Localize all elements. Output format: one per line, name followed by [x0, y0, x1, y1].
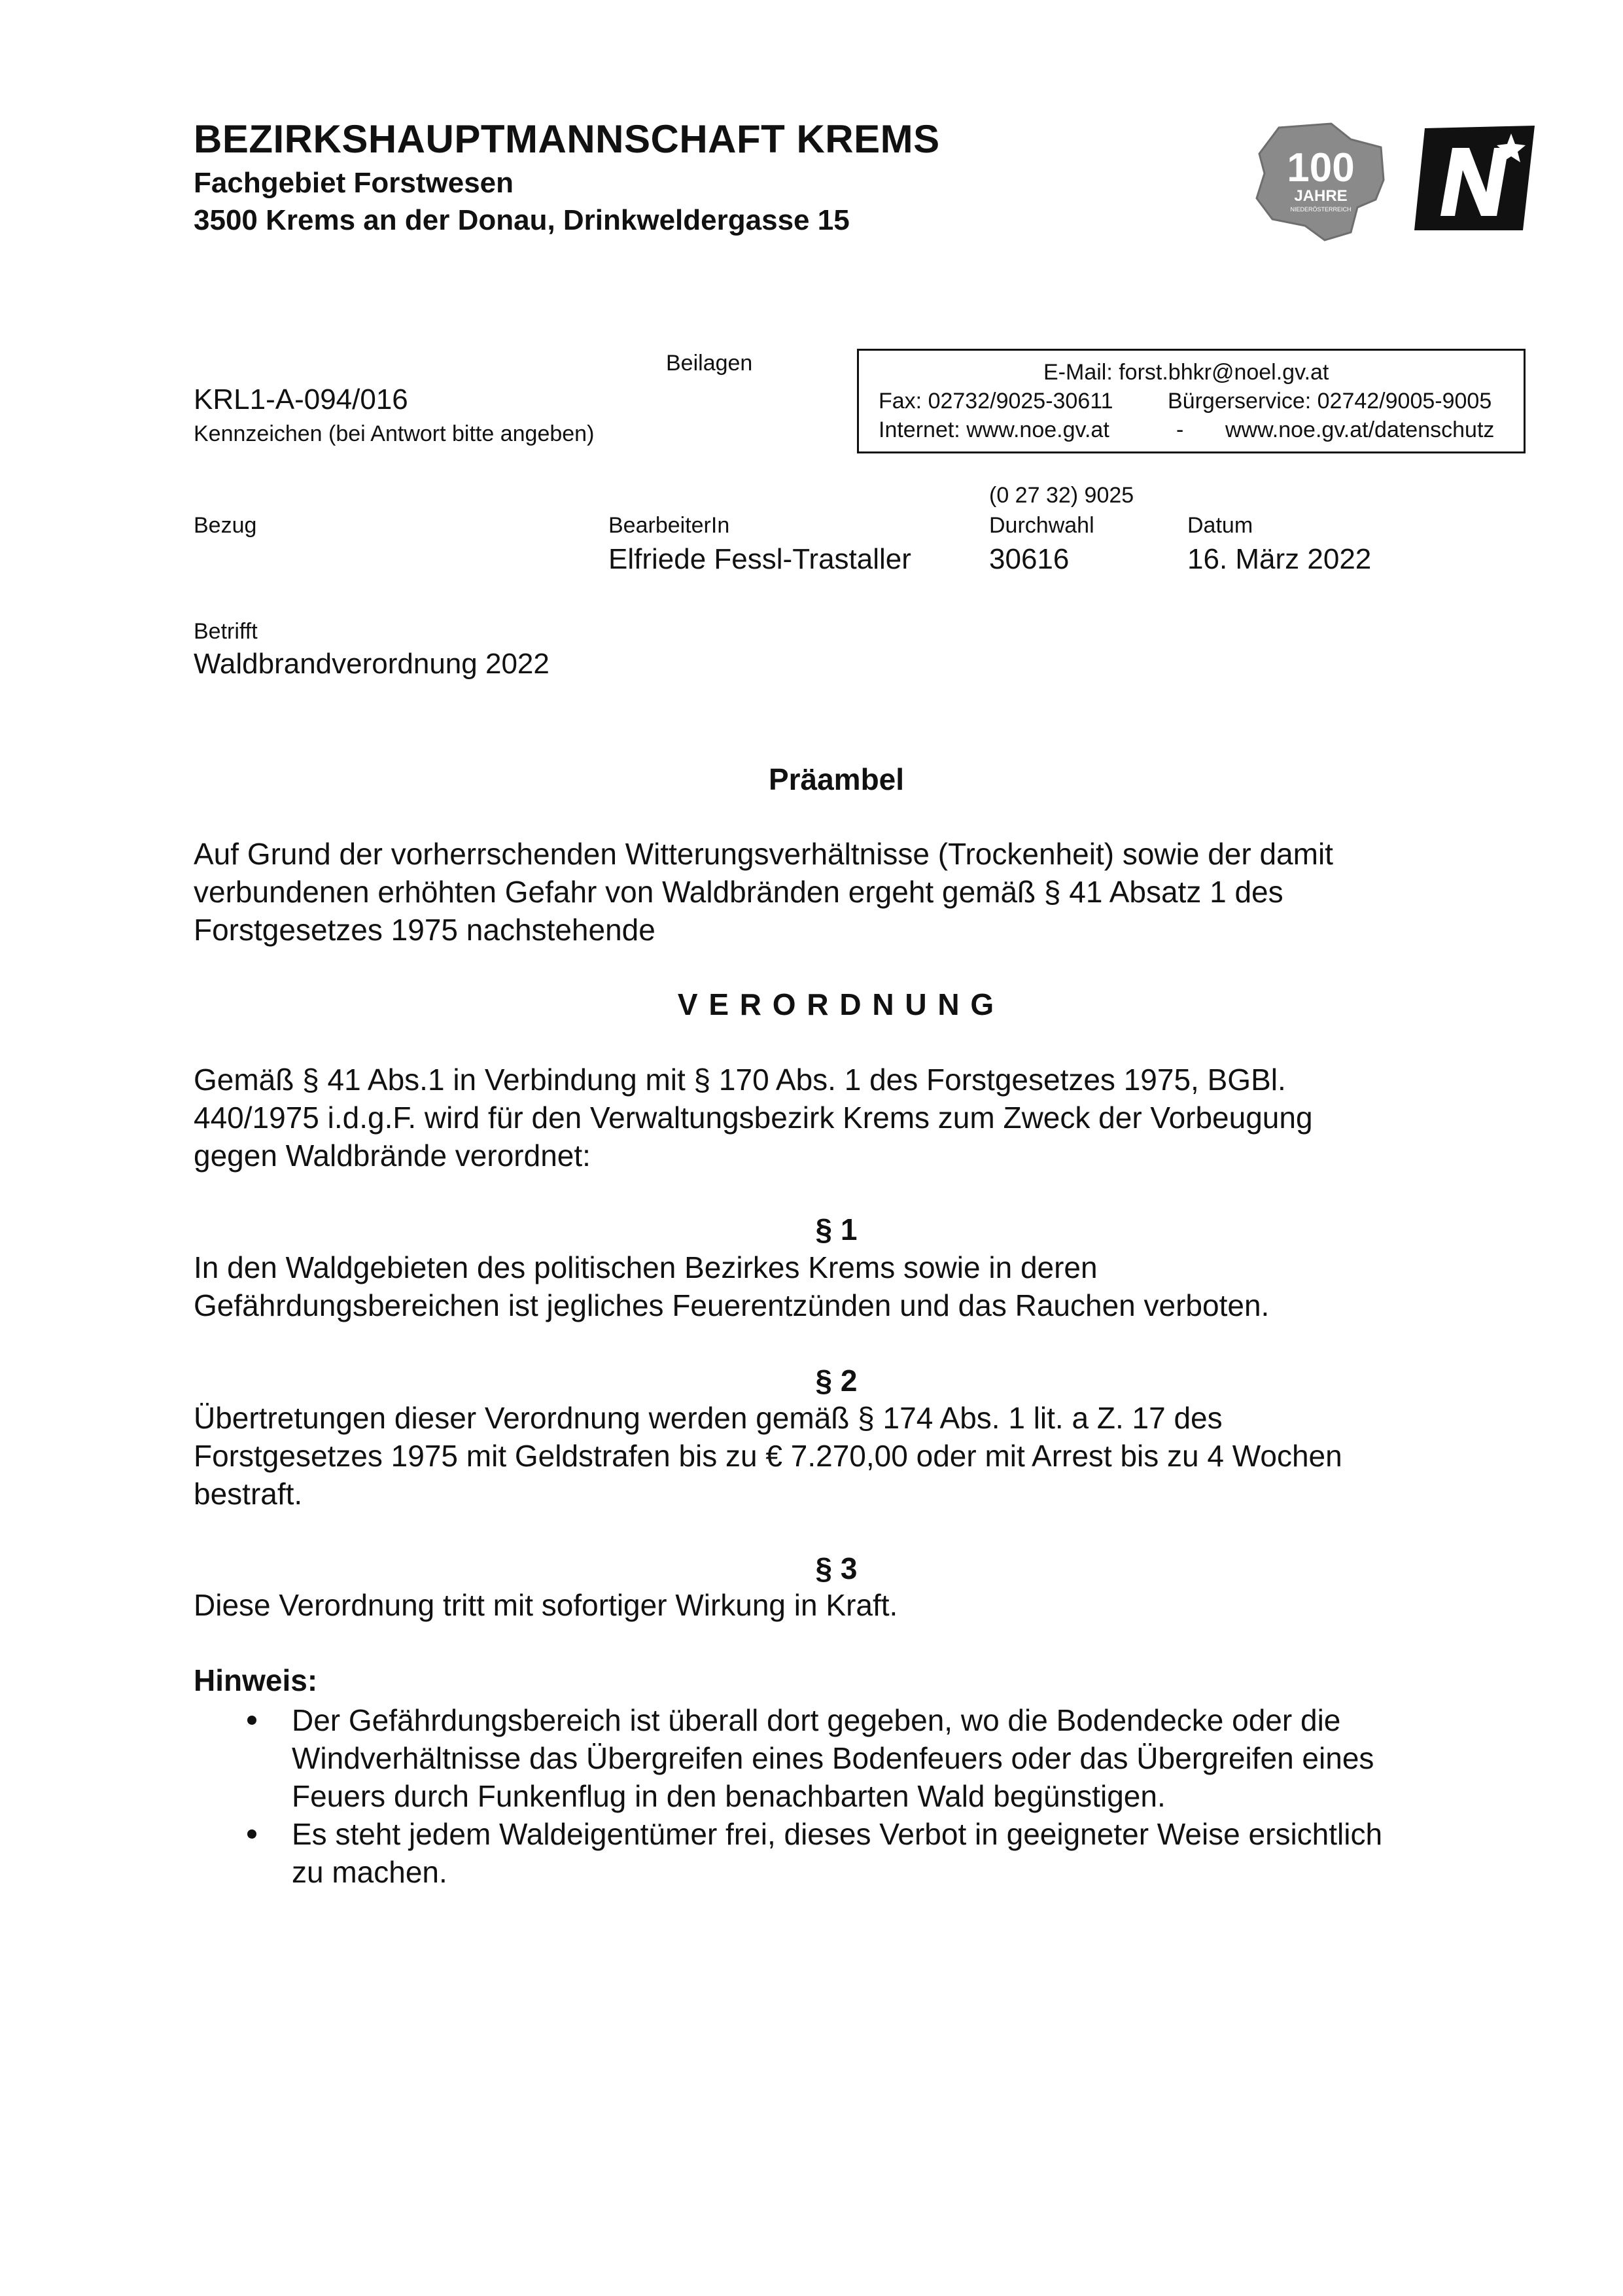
contact-internet: Internet: www.noe.gv.at	[879, 417, 1109, 442]
hinweis-line: Der Gefährdungsbereich ist überall dort gegeben, wo die Bodendecke oder die	[292, 1703, 1341, 1737]
preamble-text	[194, 835, 1495, 949]
contact-buergerservice: Bürgerservice: 02742/9005-9005	[1168, 389, 1492, 414]
betrifft-label: Betrifft	[194, 619, 258, 644]
section-1-text	[194, 1248, 1495, 1324]
section-3-text	[194, 1586, 1495, 1624]
department-name: Fachgebiet Forstwesen	[194, 167, 514, 199]
hinweis-list	[242, 1701, 1498, 1891]
section-2-heading: § 2	[815, 1364, 858, 1398]
authority-address: 3500 Krems an der Donau, Drinkweldergasse 15	[194, 204, 850, 236]
beilagen-label: Beilagen	[666, 351, 753, 376]
bearbeiter-label: BearbeiterIn	[608, 513, 730, 538]
bezug-label: Bezug	[194, 513, 257, 538]
section-line: Gefährdungsbereichen ist jegliches Feuerentzünden und das Rauchen verboten.	[194, 1288, 1270, 1322]
noe-100-jahre-logo-icon	[1253, 121, 1387, 242]
hinweis-line: Es steht jedem Waldeigentümer frei, dieses Verbot in geeigneter Weise ersichtlich	[292, 1817, 1383, 1851]
logo-jahre-word: JAHRE	[1294, 187, 1348, 205]
intro-line: 440/1975 i.d.g.F. wird für den Verwaltungsbezirk Krems zum Zweck der Vorbeugung	[194, 1101, 1313, 1135]
kennzeichen-value: KRL1-A-094/016	[194, 383, 408, 415]
logo-noe-small: NIEDERÖSTERREICH	[1290, 206, 1352, 213]
bullet-icon	[247, 1829, 256, 1839]
verordnung-heading: V E R O R D N U N G	[677, 987, 996, 1021]
preamble-heading: Präambel	[768, 762, 905, 796]
section-line: Forstgesetzes 1975 mit Geldstrafen bis zu € 7.270,00 oder mit Arrest bis zu 4 Wochen	[194, 1439, 1342, 1473]
datum-value: 16. März 2022	[1187, 543, 1372, 575]
section-2-text	[194, 1399, 1495, 1513]
durchwahl-label: Durchwahl	[989, 513, 1094, 538]
durchwahl-value: 30616	[989, 543, 1070, 575]
authority-title: BEZIRKSHAUPTMANNSCHAFT KREMS	[194, 117, 940, 161]
contact-separator: -	[1176, 417, 1184, 442]
section-1-heading: § 1	[815, 1212, 858, 1246]
section-3-heading: § 3	[815, 1551, 858, 1585]
phone-prefix: (0 27 32) 9025	[989, 483, 1134, 508]
hinweis-line: zu machen.	[292, 1855, 447, 1889]
kennzeichen-hint: Kennzeichen (bei Antwort bitte angeben)	[194, 421, 595, 446]
list-item	[242, 1815, 1498, 1891]
preamble-line: verbundenen erhöhten Gefahr von Waldbränden ergeht gemäß § 41 Absatz 1 des	[194, 875, 1283, 909]
list-item	[242, 1701, 1498, 1815]
intro-line: gegen Waldbrände verordnet:	[194, 1139, 591, 1173]
section-line: bestraft.	[194, 1477, 303, 1511]
contact-fax: Fax: 02732/9025-30611	[879, 389, 1113, 414]
contact-datenschutz: www.noe.gv.at/datenschutz	[1225, 417, 1495, 442]
section-line: In den Waldgebieten des politischen Bezirkes Krems sowie in deren	[194, 1250, 1098, 1284]
preamble-line: Auf Grund der vorherrschenden Witterungsverhältnisse (Trockenheit) sowie der damit	[194, 837, 1333, 871]
bullet-icon	[247, 1716, 256, 1725]
noe-n-logo-icon	[1413, 124, 1537, 232]
intro-line: Gemäß § 41 Abs.1 in Verbindung mit § 170 Abs. 1 des Forstgesetzes 1975, BGBl.	[194, 1063, 1286, 1097]
hinweis-line: Windverhältnisse das Übergreifen eines Bodenfeuers oder das Übergreifen eines	[292, 1741, 1374, 1775]
bearbeiter-name: Elfriede Fessl-Trastaller	[608, 543, 911, 575]
logo-100-number: 100	[1287, 145, 1355, 190]
datum-label: Datum	[1187, 513, 1253, 538]
contact-box	[857, 349, 1526, 453]
betrifft-value: Waldbrandverordnung 2022	[194, 648, 550, 680]
hinweis-line: Feuers durch Funkenflug in den benachbarten Wald begünstigen.	[292, 1779, 1166, 1813]
preamble-line: Forstgesetzes 1975 nachstehende	[194, 913, 655, 947]
contact-email: E-Mail: forst.bhkr@noel.gv.at	[1043, 360, 1329, 385]
verordnung-intro	[194, 1061, 1495, 1174]
hinweis-heading: Hinweis:	[194, 1663, 318, 1697]
section-line: Übertretungen dieser Verordnung werden gemäß § 174 Abs. 1 lit. a Z. 17 des	[194, 1401, 1223, 1435]
section-line: Diese Verordnung tritt mit sofortiger Wirkung in Kraft.	[194, 1588, 898, 1622]
